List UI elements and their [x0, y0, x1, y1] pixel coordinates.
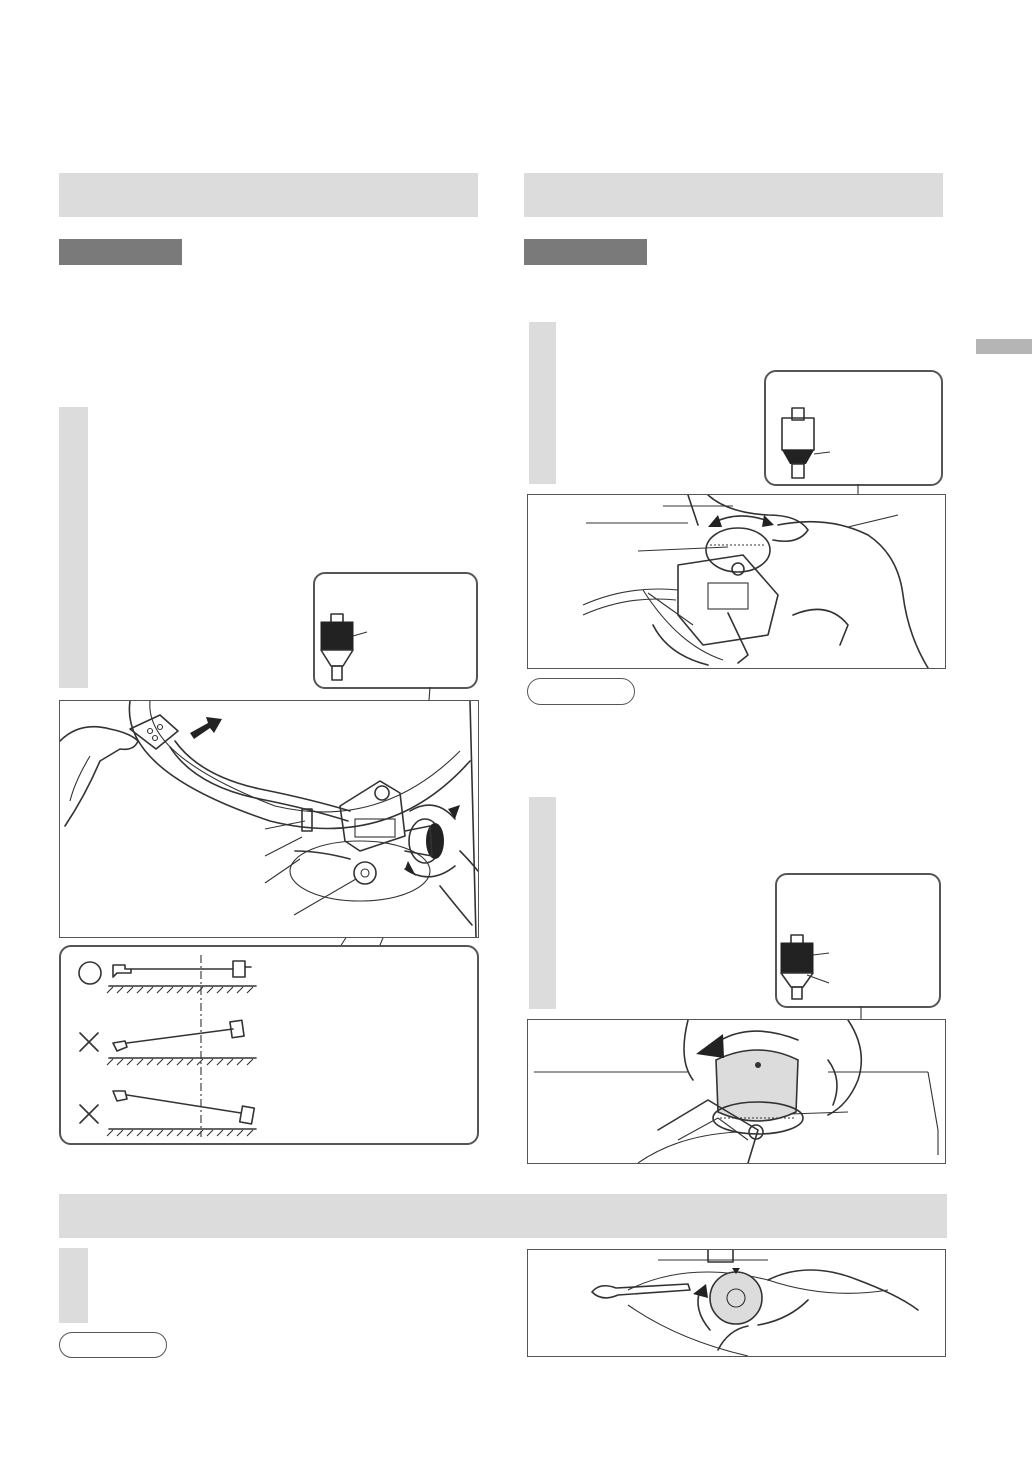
ok-circle-icon: [79, 962, 101, 984]
right-note-pill: [527, 678, 635, 705]
zero-ring-illustration-frame: [527, 494, 946, 669]
right-callout-2: [775, 873, 941, 1008]
cross-mark-icon-2: [80, 1105, 98, 1123]
left-section-header-band: [59, 173, 478, 217]
counterweight-rotate-icon: [777, 875, 939, 1006]
balance-positions-panel: [61, 947, 477, 1143]
right-callout-1: [764, 370, 943, 486]
bottom-section-header-band: [59, 1194, 947, 1238]
counterweight-dark-icon: [315, 574, 476, 687]
stylus-pressure-ring-illustration: [528, 495, 945, 668]
left-heading-tag: [59, 239, 182, 265]
counterweight-illustration-frame: [527, 1019, 946, 1164]
balance-panel: [59, 945, 479, 1145]
tonearm-balance-illustration: [60, 701, 478, 937]
tonearm-level-icon: [109, 961, 256, 986]
counterweight-turn-illustration: [528, 1020, 945, 1163]
antiskate-illustration-frame: [527, 1249, 946, 1357]
tonearm-tilt-up-icon: [109, 1091, 256, 1129]
anti-skating-dial-illustration: [528, 1250, 945, 1356]
left-step-bar: [59, 407, 88, 688]
tonearm-tilt-down-icon: [109, 1020, 256, 1058]
counterweight-ring-icon: [766, 372, 941, 484]
tonearm-illustration-frame: [59, 700, 479, 938]
bottom-note-pill: [59, 1332, 167, 1358]
page-side-tab: [976, 339, 1032, 354]
right-heading-tag: [524, 239, 647, 265]
right-step-bar-1: [529, 322, 556, 484]
right-step-bar-2: [529, 797, 556, 1009]
right-section-header-band: [524, 173, 943, 217]
cross-mark-icon-1: [80, 1033, 98, 1051]
left-callout: [313, 572, 478, 689]
bottom-step-bar: [59, 1248, 88, 1323]
